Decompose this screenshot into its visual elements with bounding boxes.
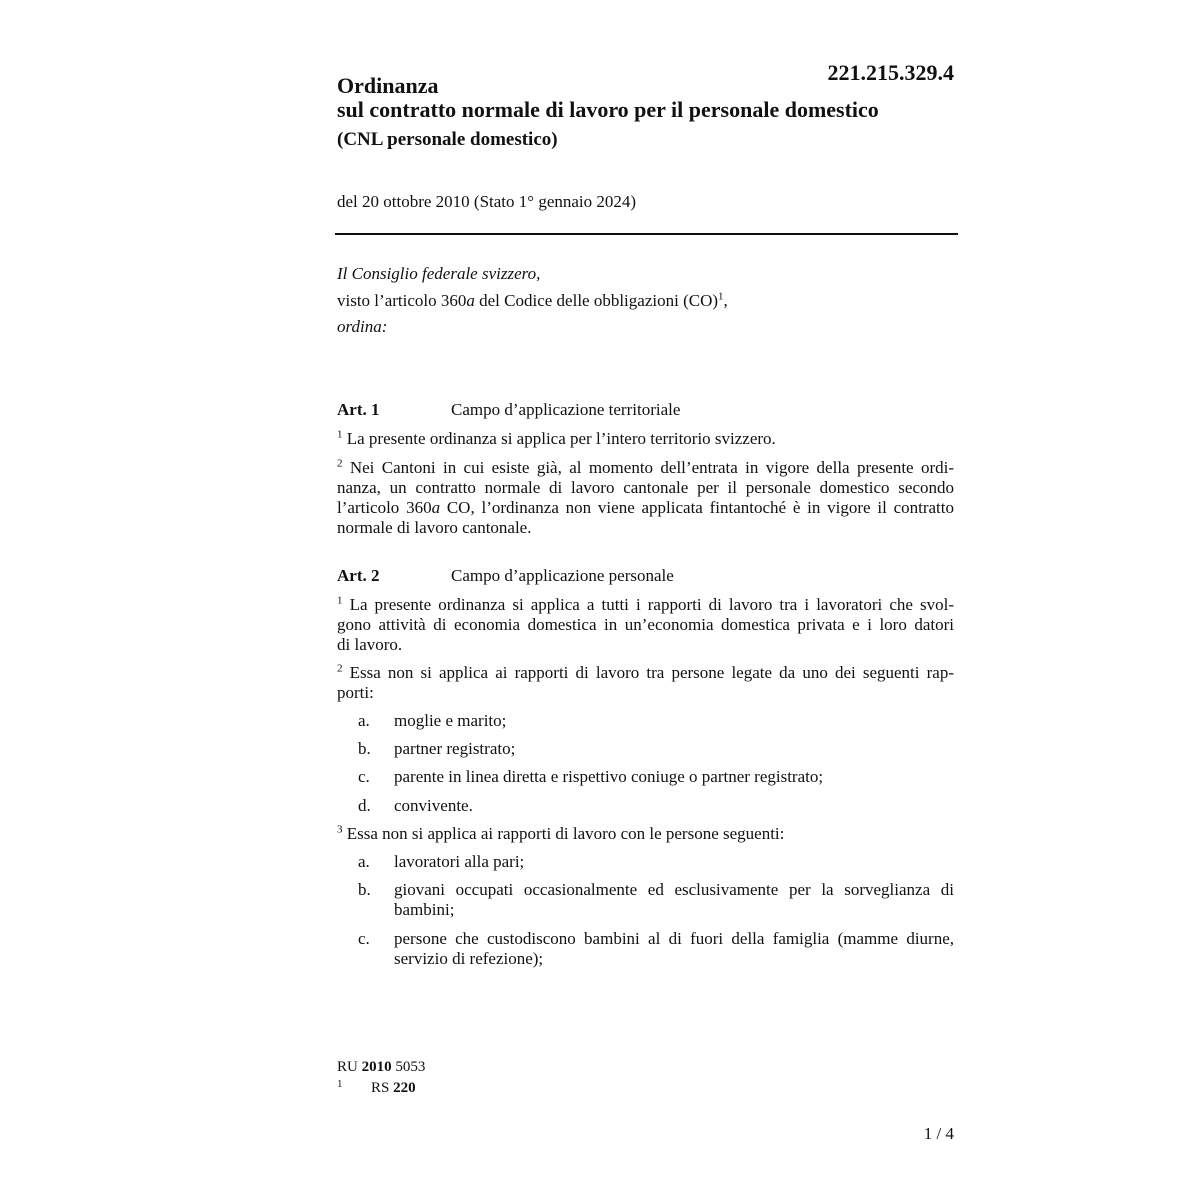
art-1-para-1: $^1$ La presente ordinanza si applica per l’intero territorio svizzero. (337, 428, 776, 448)
art-2-number: Art. 2 (337, 566, 380, 585)
art-1-title: Campo d’applicazione territoriale (451, 400, 681, 419)
list-item: moglie e marito; (394, 711, 507, 730)
list-item-letter: c. (358, 767, 370, 786)
list-item: partner registrato; (394, 739, 516, 758)
list-item-letter: d. (358, 796, 371, 815)
list-item: lavoratori alla pari; (394, 852, 525, 871)
art-1-number: Art. 1 (337, 400, 380, 419)
footnote-1-text: RS 220 (371, 1080, 416, 1096)
preamble-authority: Il Consiglio federale svizzero, (337, 264, 541, 283)
preamble-basis: visto l’articolo 360a del Codice delle obbligazioni (CO)$^1$, (337, 290, 728, 310)
list-item: giovani occupati occasionalmente ed esclusivamente per la sorveglianza di bambini; (394, 880, 954, 919)
list-item-letter: b. (358, 739, 371, 758)
page-number: 1 / 4 (923, 1124, 954, 1143)
footnote-number: 1 (337, 1078, 343, 1090)
art-2-para-1: $^1$ La presente ordinanza si applica a tutti i rapporti di lavoro tra i lavoratori che svol- gono attività di economia domestica in un’economia domestica privata e i loro datori di lavoro. (337, 594, 954, 654)
footnote-ref-1[interactable]: 1 (718, 290, 724, 303)
title-line-2: sul contratto normale di lavoro per il personale domestico (337, 97, 879, 122)
title-line-1: Ordinanza (337, 73, 439, 98)
list-item-letter: a. (358, 852, 370, 871)
art-2-para-3: $^3$ Essa non si applica ai rapporti di lavoro con le persone seguenti: (337, 823, 785, 843)
sr-number: 221.215.329.4 (827, 60, 954, 85)
document-date: del 20 ottobre 2010 (Stato 1° gennaio 2024) (337, 192, 637, 211)
art-2-para-2: $^2$ Essa non si applica ai rapporti di lavoro tra persone legate da uno dei seguenti rap- porti: (337, 662, 954, 702)
art-1-para-2: $^2$ Nei Cantoni in cui esiste già, al momento dell’entrata in vigore della presente ordi- nanza, un contratto normale di lavoro cantonale per il personale domestico secondo l’articolo 360a CO, l’ordinanza non viene applicata fintantoché è in vigore il contratto normale di lavoro cantonale. (337, 457, 954, 537)
list-item-letter: c. (358, 929, 370, 948)
header-divider (335, 233, 958, 235)
preamble-decree: ordina: (337, 317, 388, 336)
list-item: persone che custodiscono bambini al di fuori della famiglia (mamme diurne, servizio di refezione); (394, 929, 954, 968)
ru-reference: RU 2010 5053 (337, 1059, 426, 1075)
list-item-letter: b. (358, 880, 371, 899)
title-line-3: (CNL personale domestico) (337, 129, 558, 150)
list-item-letter: a. (358, 711, 370, 730)
list-item: convivente. (394, 796, 473, 815)
art-2-title: Campo d’applicazione personale (451, 566, 674, 585)
list-item: parente in linea diretta e rispettivo coniuge o partner registrato; (394, 767, 824, 786)
